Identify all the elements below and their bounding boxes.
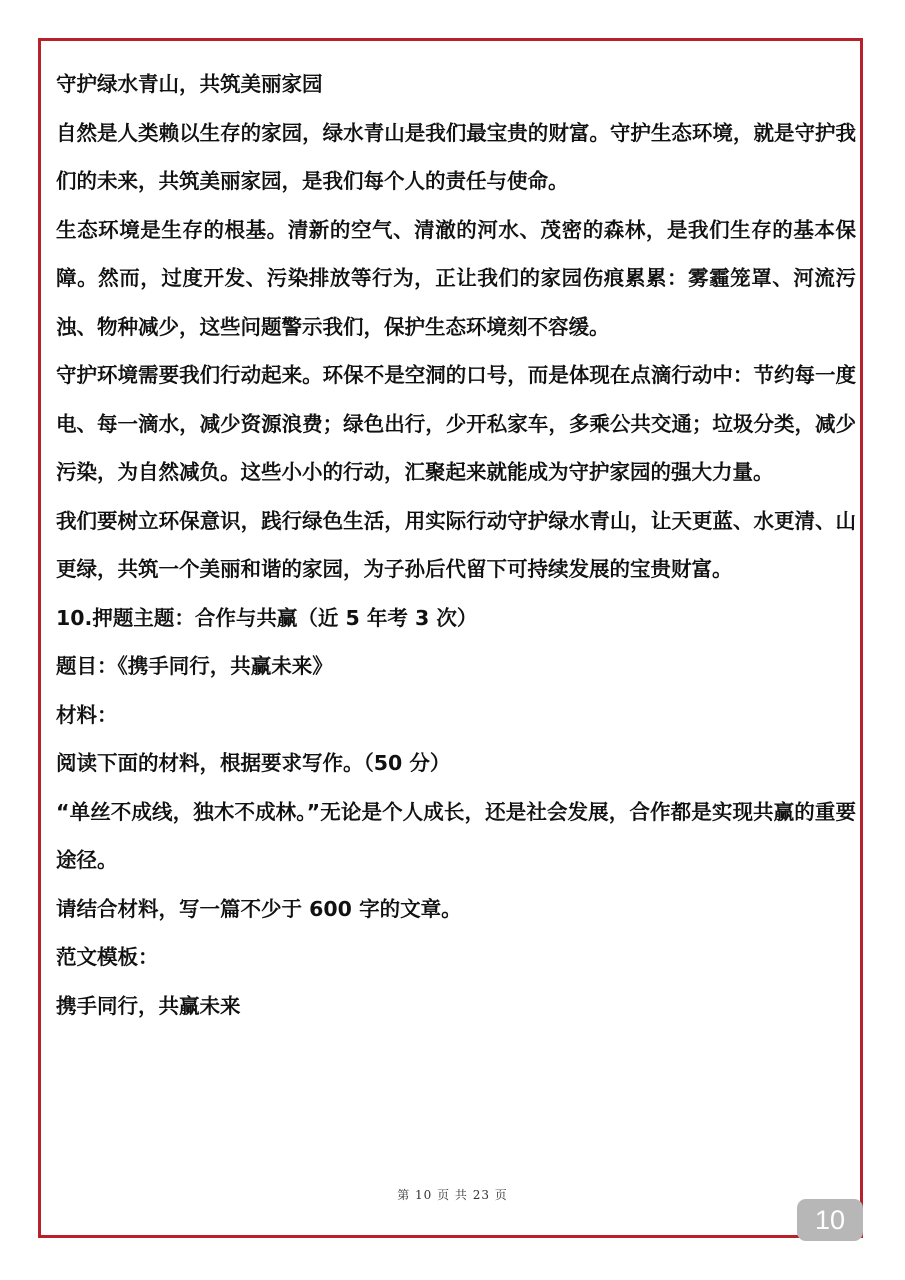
requirement-line: 请结合材料，写一篇不少于 600 字的文章。 bbox=[56, 896, 462, 921]
essay-paragraph-3: 守护环境需要我们行动起来。环保不是空洞的口号，而是体现在点滴行动中：节约每一度电、每一滴水，减少资源浪费；绿色出行，少开私家车，多乘公共交通；垃圾分类，减少污染，为自然减负。这些小小的行动，汇聚起来就能成为守护家园的强大力量。 bbox=[56, 363, 856, 484]
template-title: 携手同行，共赢未来 bbox=[56, 993, 241, 1018]
essay-paragraph-4: 我们要树立环保意识，践行绿色生活，用实际行动守护绿水青山，让天更蓝、水更清、山更绿，共筑一个美丽和谐的家园，为子孙后代留下可持续发展的宝贵财富。 bbox=[56, 508, 856, 581]
essay-title: 守护绿水青山，共筑美丽家园 bbox=[56, 72, 323, 96]
topic-line: 题目：《携手同行，共赢未来》 bbox=[56, 654, 333, 678]
page-footer: 第 10 页 共 23 页 bbox=[397, 1188, 508, 1202]
template-label: 范文模板： bbox=[56, 945, 159, 969]
quote-paragraph: “单丝不成线，独木不成林。”无论是个人成长，还是社会发展，合作都是实现共赢的重要途径。 bbox=[56, 799, 856, 872]
essay-paragraph-2: 生态环境是生存的根基。清新的空气、清澈的河水、茂密的森林，是我们生存的基本保障。然而，过度开发、污染排放等行为，正让我们的家园伤痕累累：雾霾笼罩、河流污浊、物种减少，这些问题警示我们，保护生态环境刻不容缓。 bbox=[56, 217, 856, 339]
instruction-line: 阅读下面的材料，根据要求写作。（50 分） bbox=[56, 751, 451, 775]
document-body bbox=[56, 60, 856, 1030]
material-label: 材料： bbox=[56, 702, 118, 727]
essay-paragraph-1: 自然是人类赖以生存的家园，绿水青山是我们最宝贵的财富。守护生态环境，就是守护我们的未来，共筑美丽家园，是我们每个人的责任与使命。 bbox=[56, 120, 856, 193]
page-number-badge: 10 bbox=[797, 1199, 863, 1241]
section-heading: 10.押题主题：合作与共赢（近 5 年考 3 次） bbox=[56, 605, 478, 630]
